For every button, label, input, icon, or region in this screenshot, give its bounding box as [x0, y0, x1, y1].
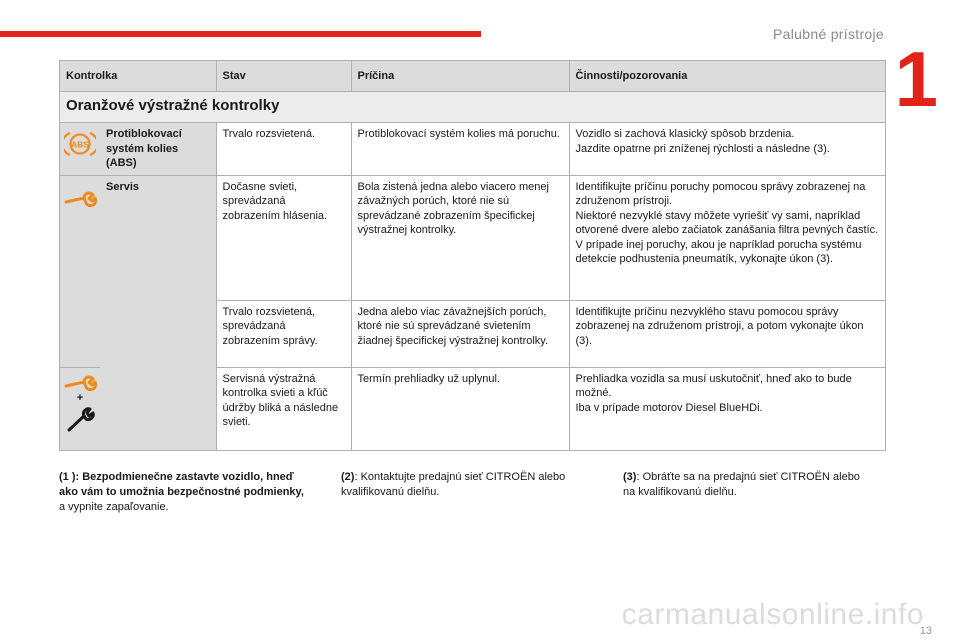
- section-header-title: Palubné prístroje: [773, 26, 884, 42]
- abs-state: Trvalo rozsvietená.: [216, 123, 351, 176]
- servis-action-3: Prehliadka vozidla sa musí uskutočniť, hneď ako to bude možné. Iba v prípade motorov Diesel BlueHDi.: [569, 367, 886, 450]
- abs-name: Protiblokovací systém kolies (ABS): [100, 123, 216, 176]
- servis-cause-2: Jedna alebo viac závažnejších porúch, ktoré nie sú sprevádzané svietením žiadnej špecifickej výstražnej kontrolky.: [351, 300, 569, 367]
- footnote-1-rest: a vypnite zapaľovanie.: [59, 500, 169, 513]
- column-header-kontrolka: Kontrolka: [60, 61, 217, 92]
- footnote-3-text: : Obráťte sa na predajnú sieť CITROËN alebo na kvalifikovanú dielňu.: [623, 471, 860, 498]
- abs-cause: Protiblokovací systém kolies má poruchu.: [351, 123, 569, 176]
- table-row: [60, 175, 886, 300]
- footnote-1: [59, 470, 309, 515]
- footnote-3: [623, 470, 873, 500]
- column-header-pricina: Príčina: [351, 61, 569, 92]
- footnote-1-prefix: (1 ):: [59, 471, 83, 483]
- plus-sign: +: [76, 391, 84, 404]
- footnote-1-bold: Bezpodmienečne zastavte vozidlo, hneď ako vám to umožnia bezpečnostné podmienky,: [59, 471, 304, 498]
- header-red-bar: [0, 31, 481, 37]
- wrench-icon: [63, 190, 97, 208]
- table-row: [60, 123, 886, 176]
- footnote-2-label: (2): [341, 471, 355, 483]
- service-maintenance-icon-cell: [60, 367, 101, 450]
- footnote-2-text: : Kontaktujte predajnú sieť CITROËN alebo kvalifikovanú dielňu.: [341, 471, 566, 498]
- chapter-number: 1: [894, 35, 938, 123]
- servis-cause-3: Termín prehliadky už uplynul.: [351, 367, 569, 450]
- abs-icon-text: ABS: [71, 139, 89, 150]
- section-row: [60, 92, 886, 123]
- abs-warning-icon: [64, 130, 96, 158]
- wrench-icon: [63, 374, 97, 392]
- abs-action: Vozidlo si zachová klasický spôsob brzdenia. Jazdite opatrne pri zníženej rýchlosti a následne (3).: [569, 123, 886, 176]
- servis-cause-1: Bola zistená jedna alebo viacero menej závažných porúch, ktoré nie sú sprevádzané zobrazením špecifickej výstražnej kontrolky.: [351, 175, 569, 300]
- servis-name: Servis: [100, 175, 216, 450]
- column-header-cinnosti: Činnosti/pozorovania: [569, 61, 886, 92]
- table-header-row: [60, 61, 886, 92]
- page-number: 13: [919, 625, 932, 637]
- column-header-stav: Stav: [216, 61, 351, 92]
- servis-state-1: Dočasne svieti, sprevádzaná zobrazením hlásenia.: [216, 175, 351, 300]
- servis-state-2: Trvalo rozsvietená, sprevádzaná zobrazením správy.: [216, 300, 351, 367]
- maintenance-key-icon: [64, 406, 96, 434]
- footnote-2: [341, 470, 601, 500]
- servis-action-2: Identifikujte príčinu nezvyklého stavu pomocou správy zobrazenej na združenom prístroji, a potom vykonajte úkon (3).: [569, 300, 886, 367]
- section-title: Oranžové výstražné kontrolky: [60, 92, 886, 123]
- watermark: carmanualsonline.info: [621, 598, 924, 631]
- servis-action-1: Identifikujte príčinu poruchy pomocou správy zobrazenej na združenom prístroji. Niektoré nezvyklé stavy môžete vyriešiť vy sami, napríklad otvorené dvere alebo začiatok zanášania filtra pevných častíc. V prípade inej poruchy, akou je napríklad porucha systému detekcie podhustenia pneumatík, vykonajte úkon (3).: [569, 175, 886, 300]
- footnote-3-label: (3): [623, 471, 637, 483]
- servis-state-3: Servisná výstražná kontrolka svieti a kľúč údržby bliká a následne svieti.: [216, 367, 351, 450]
- service-icon-cell: [60, 175, 101, 367]
- abs-icon-cell: [60, 123, 101, 176]
- warning-lights-table: [59, 60, 886, 451]
